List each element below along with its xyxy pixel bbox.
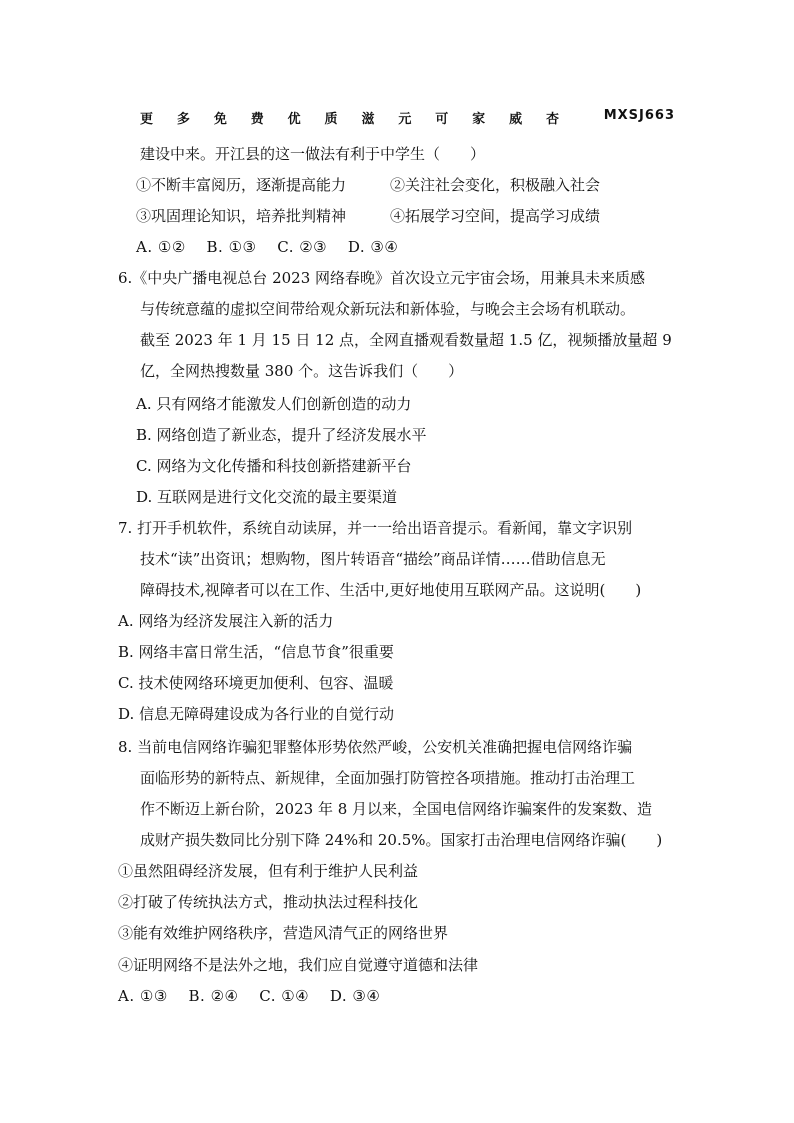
q5-option-4: ④拓展学习空间，提高学习成绩 [390, 207, 601, 225]
q7-option-b: B. 网络丰富日常生活，“信息节食”很重要 [118, 643, 394, 661]
q6-stem-line-3: 截至 2023 年 1 月 15 日 12 点，全网直播观看数量超 1.5 亿，视频播放量超 9 [140, 331, 672, 349]
header-code: MXSJ663 [603, 108, 675, 123]
q5-continued-text: 建设中来。开江县的这一做法有利于中学生（ ） [140, 145, 486, 163]
header-char: 滋 [361, 112, 376, 127]
header-char: 杏 [545, 112, 560, 127]
q8-answer-choices: A. ①③ B. ②④ C. ①④ D. ③④ [118, 987, 381, 1005]
q6-option-a: A. 只有网络才能激发人们创新创造的动力 [136, 395, 412, 413]
q5-option-2: ②关注社会变化，积极融入社会 [390, 176, 601, 194]
q8-stem-line-2: 面临形势的新特点、新规律，全面加强打防管控各项措施。推动打击治理工 [140, 769, 636, 787]
q8-stem-line-3: 作不断迈上新台阶，2023 年 8 月以来，全国电信网络诈骗案件的发案数、造 [140, 800, 653, 818]
q5-answer-choices: A. ①② B. ①③ C. ②③ D. ③④ [136, 238, 399, 256]
q7-option-a: A. 网络为经济发展注入新的活力 [118, 612, 334, 630]
q6-stem-line-2: 与传统意蕴的虚拟空间带给观众新玩法和新体验，与晚会主会场有机联动。 [140, 300, 636, 318]
q6-option-d: D. 互联网是进行文化交流的最主要渠道 [136, 488, 398, 506]
q7-stem-line-1: 7. 打开手机软件，系统自动读屏，并一一给出语音提示。看新闻，靠文字识别 [118, 519, 633, 537]
header-watermark-text [140, 108, 560, 127]
q8-statement-4: ④证明网络不是法外之地，我们应自觉遵守道德和法律 [118, 956, 479, 974]
q7-stem-line-3: 障碍技术,视障者可以在工作、生活中,更好地使用互联网产品。这说明( ) [140, 581, 642, 599]
q6-option-b: B. 网络创造了新业态，提升了经济发展水平 [136, 426, 427, 444]
q6-option-c: C. 网络为文化传播和科技创新搭建新平台 [136, 457, 412, 475]
q7-stem-line-2: 技术“读”出资讯；想购物，图片转语音“描绘”商品详情……借助信息无 [140, 550, 606, 568]
q8-statement-3: ③能有效维护网络秩序，营造风清气正的网络世界 [118, 924, 449, 942]
page-header [140, 108, 675, 127]
q7-option-c: C. 技术使网络环境更加便利、包容、温暖 [118, 674, 394, 692]
q6-stem-line-1: 6.《中央广播电视总台 2023 网络春晚》首次设立元宇宙会场，用兼具未来质感 [118, 269, 646, 287]
header-char: 免 [213, 112, 228, 127]
header-char: 家 [472, 112, 487, 127]
header-char: 多 [176, 112, 191, 127]
header-char: 质 [324, 112, 339, 127]
q7-option-d: D. 信息无障碍建设成为各行业的自觉行动 [118, 705, 395, 723]
q6-stem-line-4: 亿，全网热搜数量 380 个。这告诉我们（ ） [140, 362, 464, 380]
header-char: 优 [287, 112, 302, 127]
q8-statement-2: ②打破了传统执法方式，推动执法过程科技化 [118, 893, 419, 911]
q8-statement-1: ①虽然阻碍经济发展，但有利于维护人民利益 [118, 862, 419, 880]
q8-stem-line-1: 8. 当前电信网络诈骗犯罪整体形势依然严峻，公安机关准确把握电信网络诈骗 [118, 738, 633, 756]
q8-stem-line-4: 成财产损失数同比分别下降 24%和 20.5%。国家打击治理电信网络诈骗( ) [140, 831, 663, 849]
header-char: 可 [435, 112, 450, 127]
header-char: 费 [250, 112, 265, 127]
q5-option-3: ③巩固理论知识，培养批判精神 [136, 207, 347, 225]
header-char: 更 [140, 112, 155, 127]
q5-option-1: ①不断丰富阅历，逐渐提高能力 [136, 176, 347, 194]
header-char: 元 [398, 112, 413, 127]
header-char: 威 [509, 112, 524, 127]
